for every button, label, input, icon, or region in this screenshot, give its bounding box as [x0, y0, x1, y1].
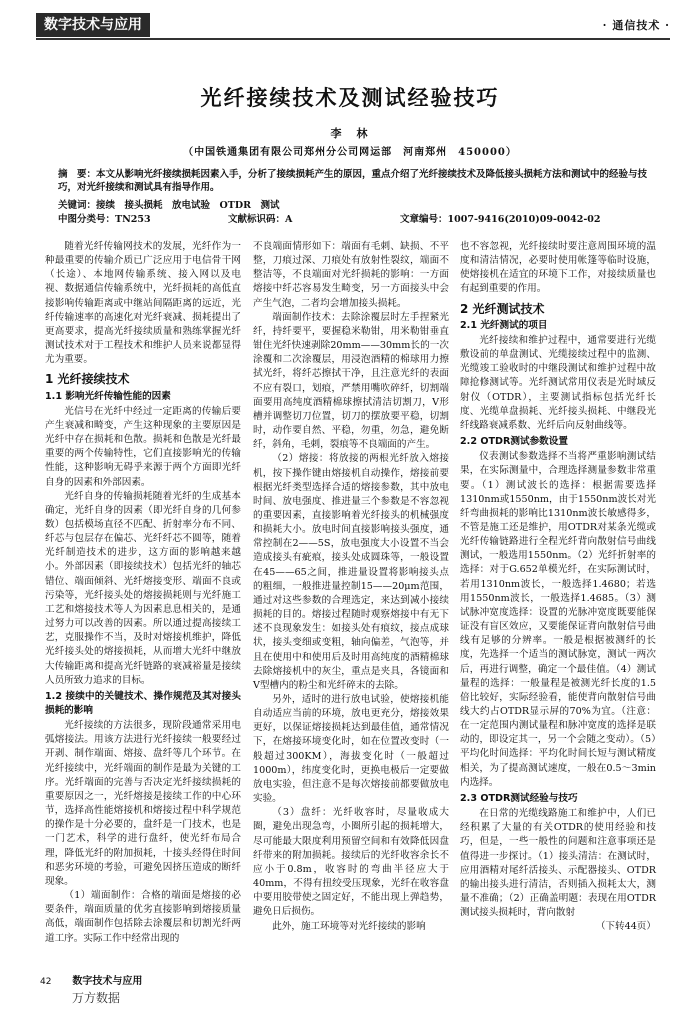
paragraph: （2）熔接：将放接的两根光纤放入熔接机，按下操作键由熔接机自动操作，熔接前要根据光纤类型选择合适的熔接参数，其中放电时间、放电强度、推进量三个参数是不容忽视的重要因素，直接影响着光纤接头的机械强度和损耗大小。放电时间直接影响接头强度，通常控制在2——5S，放电强度大小设置不当会造成接头有疵痕，接头处成圆珠等，一般设置在45——65之间，推进量设置将影响接头点的粗细，一般推进量控制15——20μm范围，通过对这些参数的合理选定，来达到减小接续损耗的目的。熔接过程随时观察熔接中有无下述不良现象发生：如接头处有痕纹，接点成球状，接头变细或变粗，轴向偏差，气泡等，并且在使用中和使用后及时用高纯度的酒精棉球去除熔接机中的灰尘，重点是夹具，各镜面和V型槽内的粉尘和光纤碎末的去除。	[253, 453, 449, 691]
footer-journal-name: 数字技术与应用	[72, 976, 143, 987]
paragraph: 光纤接续的方法很多，现阶段通常采用电弧熔接法。用该方法进行光纤接续一般要经过开剥、制作端面、熔接、盘纤等几个环节。在光纤接续中，光纤端面的制作是最为关键的工序。光纤端面的完善与否决定光纤接续损耗的重要原因之一，光纤熔接是接续工作的中心环节，选择高性能熔接机和熔接过程中科学规范的操作是十分必要的，盘纤是一门技术，也是一门艺术，科学的进行盘纤，使光纤布局合理，降低光纤的附加损耗，十接头经得住时间和恶劣环境的考验，可避免因挤压造成的断纤现象。	[45, 720, 241, 887]
subsection-heading: 1.1 影响光纤传输性能的因素	[45, 390, 171, 402]
page-footer	[40, 972, 142, 987]
paragraph: 此外，施工环境等对光纤接续的影响	[272, 920, 426, 932]
article-author: 李 林	[330, 127, 370, 140]
section-heading: 2 光纤测试技术	[460, 301, 545, 316]
paragraph: 也不容忽视，光纤接续时要注意周围环境的温度和清洁情况，必要时使用帐篷等临时设施，使熔接机在适宜的环境下工作，对接续质量也有起到重要的作用。	[460, 241, 656, 295]
paragraph: （1）端面制作：合格的端面是熔接的必要条件，端面质量的优劣直接影响到熔接质量高低，端面制作包括除去涂覆层和切割光纤两道工序。实际工作中经常出现的	[45, 890, 241, 944]
text-column-2	[253, 240, 449, 934]
author-affiliation: （中国铁通集团有限公司郑州分公司网运部 河南郑州 450000）	[183, 147, 517, 158]
paragraph: 随着光纤传输网技术的发展，光纤作为一种最重要的传输介质已广泛应用于电信骨干网（长途）、本地网传输系统、接入网以及电视、数据通信传输系统中，光纤损耗的高低直接影响传输距离或中继站间隔距离的远近，光纤传输速率的高速化对光纤衰减、损耗提出了更高要求，提高光纤接续质量和熟练掌握光纤测试技术对于工程技术和维护人员来说都显得尤为重要。	[45, 241, 241, 366]
article-title: 光纤接续技术及测试经验技巧	[200, 85, 500, 110]
journal-section-tag: · 通信技术 ·	[602, 19, 670, 32]
section-heading: 1 光纤接续技术	[45, 372, 130, 387]
paragraph: 另外，适时的进行放电试验，使熔接机能自动适应当前的环境，放电更充分，熔接效果更好，以保证熔接损耗达到最佳值，通常情况下，在熔接环境变化时，如在位置改变时（一般超过300KM），海拔变化时（一般超过1000m），纬度变化时，更换电极后一定要做放电实验，但注意不是每次熔接前都要做放电实验。	[253, 694, 449, 805]
abstract: 摘 要：本文从影响光纤接续损耗因素入手，分析了接续损耗产生的原因，重点介绍了光纤接续技术及降低接头损耗方法和测试中的经验与技巧，对光纤接续和测试具有指导作用。	[58, 169, 648, 193]
paragraph: （3）盘纤：光纤收容时，尽量收成大圈，避免出现急弯，小圈所引起的损耗增大，尽可能最大限度利用预留空间和有效降低因盘纤带来的附加损耗。接续后的光纤收容余长不应小于0.8m，收容时的弯曲半径应大于40mm，不得有扭绞受压现象，光纤在收容盘中要用胶带使之固定好，不能出现上弹趋势，避免日后损伤。	[253, 807, 449, 918]
paragraph: 光纤自身的传输损耗随着光纤的生成基本确定，光纤自身的因素（即光纤自身的几何参数）包括模场直径不匹配、折射率分布不同、纤芯与包层存在偏芯、光纤纤芯不圆等，随着光纤制造技术的进步，这方面的影响越来越小。外部因素（即接续技术）包括光纤的轴芯错位、端面倾斜、光纤熔接变形、端面不良或污染等，光纤接头处的熔接损耗则与光纤施工工艺和熔接技术等人为因素息息相关的，是通过努力可以改善的因素。所以通过提高接续工艺，克服操作不当，及时对熔接机维护，降低光纤接头处的熔接损耗，从而增大光纤中继放大传输距离和提高光纤链路的衰减裕量是接续人员所致力追求的目标。	[45, 490, 241, 686]
paragraph: 在日常的光缆线路施工和维护中，人们已经积累了大量的有关OTDR的使用经验和技巧，但是，一些一般性的问题和注意事项还是值得进一步探讨。（1）接头清洁：在测试时，应用酒精对尾纤活接头、示配器接头、OTDR的输出接头进行清洁，否则插入损耗太大，测量不准确；（2）正确盖明题：表现在用OTDR测试接头损耗时，背向散射	[460, 808, 656, 919]
article-number: 文章编号：1007-9416(2010)09-0042-02	[400, 214, 601, 225]
paragraph: 仪表测试参数选择不当将严重影响测试结果，在实际测量中，合理选择测量参数非常重要。（1）测试波长的选择：根据需要选择1310nm或1550nm，由于1550nm波长对光纤弯曲损耗的影响比1310nm波长敏感得多，不管是施工还是维护，用OTDR对某条光缆或光纤传输链路进行全程光纤背向散射信号曲线测试，一般选用1550nm。（2）光纤折射率的选择：对于G.652单模光纤，在实际测试时，若用1310nm波长，一般选择1.4680；若选用1550nm波长，一般选择1.4685。（3）测试脉冲宽度选择：设置的光脉冲宽度既要能保证没有盲区效应，又要能保证背向散射信号曲线有足够的分辨率。一般是根据被测纤的长度，先选择一个适当的测试脉宽，测试一两次后，再进行调整，确定一个最佳值。（4）测试量程的选择：一般量程是被测光纤长度的1.5倍比较好，实际经验看，能使背向散射信号曲线大约占OTDR显示屏的70%为宜。（注意：在一定范围内测试量程和脉冲宽度的选择是联动的，即设定其一，另一个会随之变动）。（5）平均化时间选择：平均化时间长短与测试精度相关，为了提高测试速度，一般在0.5～3min内选择。	[460, 451, 656, 788]
continued-note: （下转44页）	[595, 921, 656, 933]
watermark: 万方数据	[72, 991, 121, 1005]
text-column-3	[460, 240, 656, 935]
subsection-heading: 1.2 接续中的关键技术、操作规范及其对接头损耗的影响	[45, 690, 241, 716]
text-column-1	[45, 240, 241, 946]
keywords: 关键词：接续 接头损耗 放电试验 OTDR 测试	[58, 200, 280, 211]
subsection-heading: 2.3 OTDR测试经验与技巧	[460, 792, 578, 804]
paragraph: 端面制作技术：去除涂覆层时左手捏紧光纤，持纤要平，要握稳米勒钳，用米勒钳垂直钳住光纤快速剥除20mm——30mm长的一次涂覆和二次涂覆层，用浸泡酒精的棉球用力擦拭光纤，将纤芯擦拭干净，且注意光纤的表面不应有裂口，划痕，严禁用嘴吹碎纤，切割端面要用高纯度酒精棉球擦拭清洁切割刀，V形槽并调整切刀位置，切刀的摆放要平稳，切割时，动作要自然、平稳，勿重，勿急，避免断纤，斜角，毛刺，裂痕等不良端面的产生。	[253, 311, 449, 451]
header-rule	[36, 38, 670, 40]
paragraph: 光纤接续和维护过程中，通常要进行光缆敷设前的单盘测试、光缆接续过程中的监测、光缆竣工验收时的中继段测试和维护过程中故障抢修测试等。光纤测试常用仪表是光时域反射仪（OTDR），主要测试指标包括光纤长度、光缆单盘损耗、光纤接头损耗、中继段光纤线路衰减系数、光纤后向反射曲线等。	[460, 334, 656, 431]
paragraph: 光信号在光纤中经过一定距离的传输后要产生衰减和畸变，产生这种现象的主要原因是光纤中存在损耗和色散。损耗和色散是光纤最重要的两个传输特性，它们直接影响光的传输性能，这种影响无碍乎来源于两个方面即光纤自身的因素和外部因素。	[45, 405, 241, 488]
document-code: 文献标识码：A	[228, 214, 293, 225]
subsection-heading: 2.1 光纤测试的项目	[460, 319, 548, 331]
section-tab: 数字技术与应用	[36, 13, 150, 37]
subsection-heading: 2.2 OTDR测试参数设置	[460, 436, 568, 448]
clc-number: 中图分类号：TN253	[58, 214, 151, 225]
paragraph: 不良端面情形如下：端面有毛刺、缺损、不平整，刀痕过深、刀痕处有放射性裂纹，端面不整洁等，不良端面对光纤损耗的影响：一方面熔接中纤芯容易发生畸变，另一方面接头中会产生气泡，二者均会增加接头损耗。	[253, 241, 449, 309]
page-number: 42	[40, 977, 52, 987]
